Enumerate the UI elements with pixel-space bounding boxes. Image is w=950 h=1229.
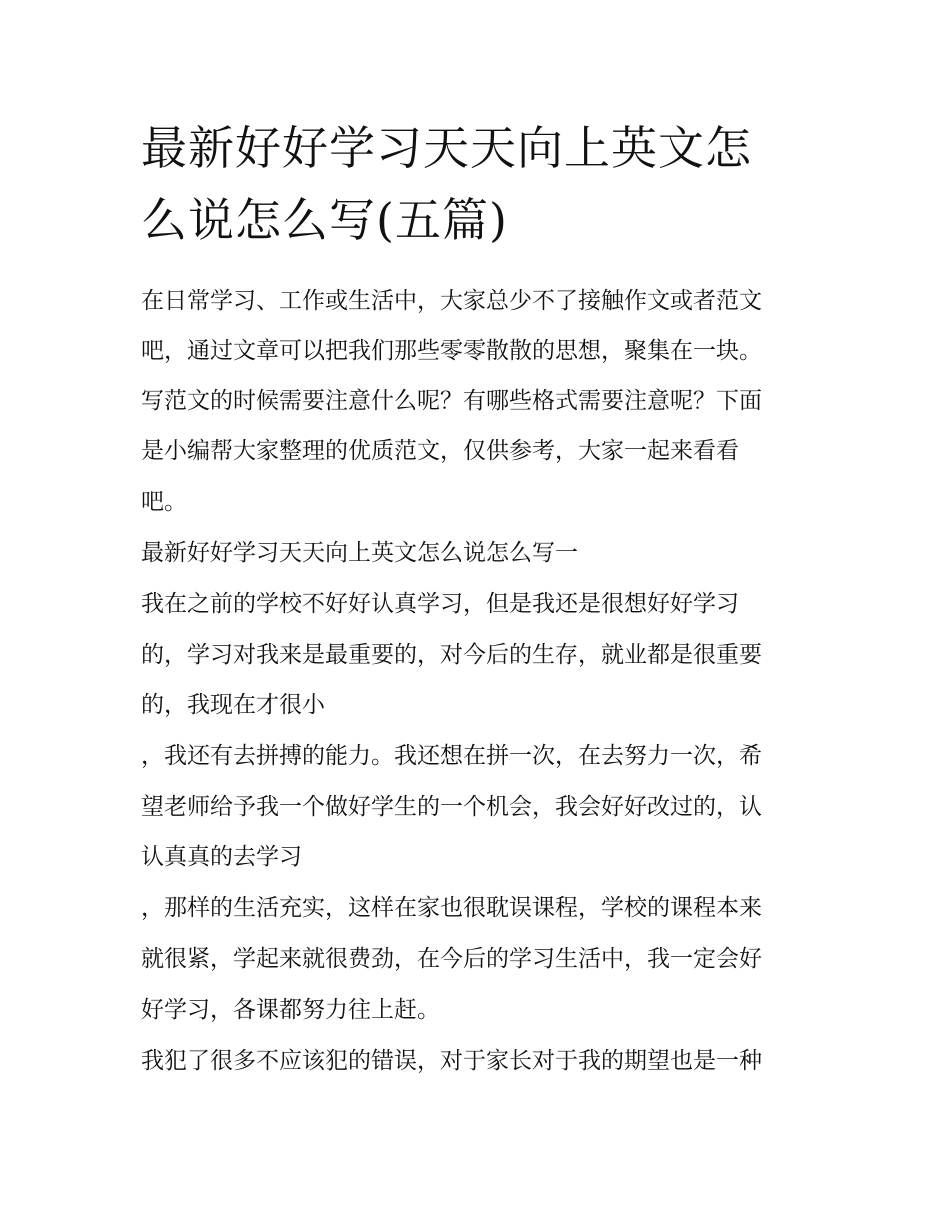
intro-line: 写范文的时候需要注意什么呢？有哪些格式需要注意呢？下面 [141, 388, 762, 414]
paragraph-line: 望老师给予我一个做好学生的一个机会，我会好好改过的，认 [141, 794, 762, 820]
intro-line: 吧。 [141, 489, 187, 515]
title-line: 最新好好学习天天向上英文怎 [141, 121, 752, 175]
intro-line: 是小编帮大家整理的优质范文，仅供参考，大家一起来看看 [141, 438, 739, 464]
paragraph-line: ，我还有去拼搏的能力。我还想在拼一次，在去努力一次，希 [141, 743, 762, 769]
paragraph-line: 的，我现在才很小 [141, 692, 325, 718]
intro-line: 吧，通过文章可以把我们那些零零散散的思想，聚集在一块。 [141, 338, 762, 364]
paragraph-line: 好学习，各课都努力往上赶。 [141, 997, 440, 1023]
paragraph-line: 认真真的去学习 [141, 844, 302, 870]
document-title [141, 112, 821, 256]
paragraph-line: 的，学习对我来是最重要的，对今后的生存，就业都是很重要 [141, 642, 762, 668]
paragraph-line: 就很紧，学起来就很费劲，在今后的学习生活中，我一定会好 [141, 946, 762, 972]
paragraph-line: ，那样的生活充实，这样在家也很耽误课程，学校的课程本来 [141, 895, 762, 921]
title-line: 么说怎么写(五篇) [141, 193, 508, 247]
intro-line: 在日常学习、工作或生活中，大家总少不了接触作文或者范文 [141, 288, 762, 314]
section-heading: 最新好好学习天天向上英文怎么说怎么写一 [141, 540, 578, 566]
paragraph-line: 我犯了很多不应该犯的错误，对于家长对于我的期望也是一种 [141, 1048, 762, 1074]
paragraph-line: 我在之前的学校不好好认真学习，但是我还是很想好好学习 [141, 591, 739, 617]
